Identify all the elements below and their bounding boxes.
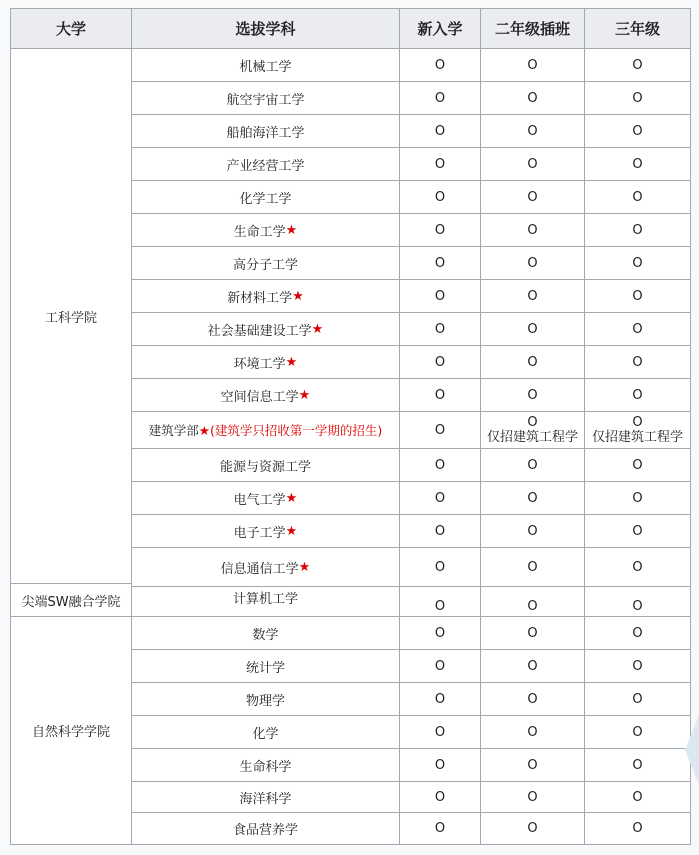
mark-third-year: O <box>584 180 691 214</box>
mark-freshman: O <box>399 715 481 749</box>
architecture-note: (建筑学只招收第一学期的招生) <box>209 423 383 438</box>
star-icon: ★ <box>311 321 324 337</box>
mark-third-year: O <box>584 547 691 587</box>
mark-second-year: O <box>480 81 585 115</box>
table-row-subject: 化学工学 <box>131 180 400 214</box>
star-icon: ★ <box>198 422 210 438</box>
mark-freshman: O <box>399 781 481 813</box>
mark-third-year: O <box>584 514 691 548</box>
mark-second-year: O <box>480 448 585 482</box>
table-row-subject: 信息通信工学 ★ <box>131 547 400 587</box>
mark-third-year: O <box>584 114 691 148</box>
mark-second-year: O <box>480 547 585 587</box>
mark-second-year: O <box>480 345 585 379</box>
header-university: 大学 <box>10 8 132 49</box>
mark-third-year: O <box>584 81 691 115</box>
mark-third-year: O <box>584 279 691 313</box>
table-row-subject: 电子工学 ★ <box>131 514 400 548</box>
mark-freshman: O <box>399 246 481 280</box>
mark-freshman: O <box>399 481 481 515</box>
star-icon: ★ <box>285 523 298 539</box>
mark-freshman: O <box>399 649 481 683</box>
mark-freshman: O <box>399 411 481 449</box>
mark-third-year: O <box>584 312 691 346</box>
mark-freshman: O <box>399 279 481 313</box>
mark-second-year: O <box>480 514 585 548</box>
header-freshman: 新入学 <box>399 8 481 49</box>
header-third-year: 三年级 <box>584 8 691 49</box>
table-row-subject: 航空宇宙工学 <box>131 81 400 115</box>
mark-second-year: O <box>480 213 585 247</box>
mark-second-year: O <box>480 781 585 813</box>
table-row-subject: 船舶海洋工学 <box>131 114 400 148</box>
mark-third-year: O <box>584 649 691 683</box>
mark-second-year: O <box>480 378 585 412</box>
mark-third-year: O <box>584 748 691 782</box>
university-natural-science: 自然科学学院 <box>10 616 132 845</box>
table-row-subject: 社会基础建设工学 ★ <box>131 312 400 346</box>
mark-second-year: O <box>480 481 585 515</box>
table-row-subject: 能源与资源工学 <box>131 448 400 482</box>
table-row-subject: 新材料工学 ★ <box>131 279 400 313</box>
star-icon: ★ <box>285 222 298 238</box>
mark-third-year: O <box>584 147 691 181</box>
mark-freshman: O <box>399 213 481 247</box>
mark-second-year: O 仅招建筑工程学 <box>480 411 585 449</box>
table-row-subject: 物理学 <box>131 682 400 716</box>
mark-third-year: O 仅招建筑工程学 <box>584 411 691 449</box>
table-row-subject: 海洋科学 <box>131 781 400 813</box>
mark-third-year: O <box>584 812 691 845</box>
university-sw-convergence: 尖端SW融合学院 <box>10 583 132 617</box>
mark-freshman: O <box>399 81 481 115</box>
mark-second-year: O <box>480 147 585 181</box>
mark-third-year: O <box>584 682 691 716</box>
header-second-year-transfer: 二年级插班 <box>480 8 585 49</box>
star-icon: ★ <box>298 387 311 403</box>
mark-freshman: O <box>399 547 481 587</box>
table-row-subject: 食品营养学 <box>131 812 400 845</box>
mark-second-year: O <box>480 715 585 749</box>
mark-second-year: O <box>480 246 585 280</box>
star-icon: ★ <box>285 490 298 506</box>
mark-second-year: O <box>480 748 585 782</box>
mark-freshman: O <box>399 514 481 548</box>
table-row-subject: 高分子工学 <box>131 246 400 280</box>
mark-freshman: O <box>399 812 481 845</box>
mark-freshman: O <box>399 616 481 650</box>
star-icon: ★ <box>285 354 298 370</box>
mark-third-year: O <box>584 213 691 247</box>
table-row-subject: 机械工学 <box>131 48 400 82</box>
table-row-subject: 环境工学 ★ <box>131 345 400 379</box>
mark-freshman: O <box>399 448 481 482</box>
mark-second-year: O <box>480 312 585 346</box>
table-row-subject: 化学 <box>131 715 400 749</box>
edge-decoration <box>685 715 699 785</box>
mark-freshman: O <box>399 48 481 82</box>
mark-freshman: O <box>399 114 481 148</box>
table-row-subject: 生命工学 ★ <box>131 213 400 247</box>
mark-freshman: O <box>399 312 481 346</box>
mark-third-year: O <box>584 586 691 617</box>
table-row-subject: 空间信息工学 ★ <box>131 378 400 412</box>
mark-freshman: O <box>399 345 481 379</box>
table-row-subject: 产业经营工学 <box>131 147 400 181</box>
mark-third-year: O <box>584 481 691 515</box>
star-icon: ★ <box>292 288 304 304</box>
mark-third-year: O <box>584 616 691 650</box>
mark-third-year: O <box>584 448 691 482</box>
mark-third-year: O <box>584 48 691 82</box>
mark-second-year: O <box>480 180 585 214</box>
mark-freshman: O <box>399 748 481 782</box>
table-row-subject: 统计学 <box>131 649 400 683</box>
mark-second-year: O <box>480 48 585 82</box>
mark-second-year: O <box>480 682 585 716</box>
mark-third-year: O <box>584 781 691 813</box>
mark-freshman: O <box>399 180 481 214</box>
mark-second-year: O <box>480 114 585 148</box>
mark-third-year: O <box>584 378 691 412</box>
mark-second-year: O <box>480 279 585 313</box>
mark-third-year: O <box>584 246 691 280</box>
table-row-subject: 生命科学 <box>131 748 400 782</box>
table-row-subject: 建筑学部 ★ (建筑学只招收第一学期的招生) <box>131 411 400 449</box>
mark-freshman: O <box>399 586 481 617</box>
star-icon: ★ <box>298 559 311 575</box>
university-engineering: 工科学院 <box>10 48 132 584</box>
mark-freshman: O <box>399 682 481 716</box>
table-row-subject: 电气工学 ★ <box>131 481 400 515</box>
mark-third-year: O <box>584 345 691 379</box>
table-row-subject: 数学 <box>131 616 400 650</box>
mark-freshman: O <box>399 147 481 181</box>
mark-freshman: O <box>399 378 481 412</box>
edge-shape <box>685 715 699 785</box>
mark-second-year: O <box>480 812 585 845</box>
mark-third-year: O <box>584 715 691 749</box>
mark-second-year: O <box>480 586 585 617</box>
header-subject: 选拔学科 <box>131 8 400 49</box>
mark-second-year: O <box>480 649 585 683</box>
table-row-subject: 计算机工学 <box>131 586 400 617</box>
mark-second-year: O <box>480 616 585 650</box>
